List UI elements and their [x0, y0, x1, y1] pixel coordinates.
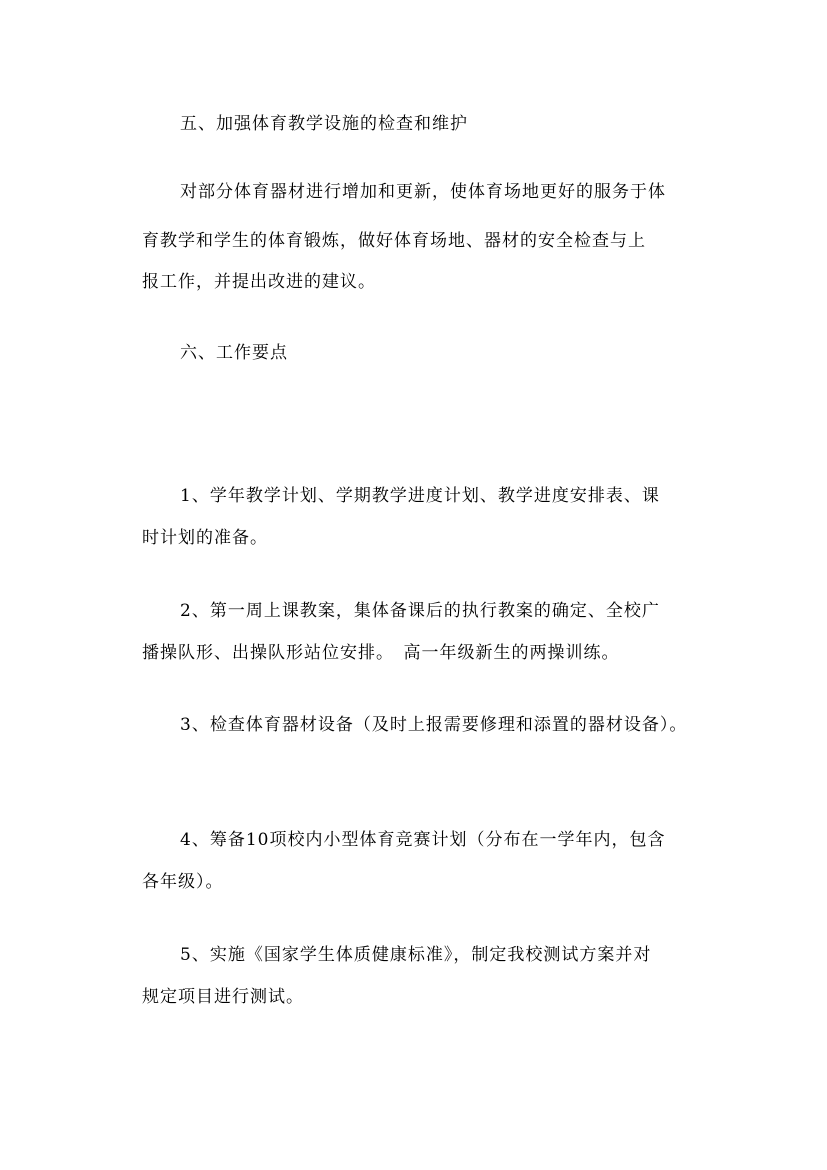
item-3-line-1: 3、检查体育器材设备（及时上报需要修理和添置的器材设备）。 [180, 715, 688, 735]
item-5-line-1: 5、实施《国家学生体质健康标准》，制定我校测试方案并对 [180, 945, 652, 965]
item-2-line-1: 2、第一周上课教案，集体备课后的执行教案的确定、全校广 [180, 601, 660, 621]
item-2-line-2: 播操队形、出操队形站位安排。 高一年级新生的两操训练。 [142, 643, 620, 663]
section-6-heading: 六、工作要点 [180, 343, 288, 363]
section-5-paragraph-line-2: 育教学和学生的体育锻炼，做好体育场地、器材的安全检查与上 [142, 231, 646, 251]
section-5-heading: 五、加强体育教学设施的检查和维护 [180, 114, 468, 134]
item-1-line-1: 1、学年教学计划、学期教学进度计划、教学进度安排表、课 [180, 486, 660, 506]
item-4-line-2: 各年级）。 [142, 872, 224, 892]
item-1-line-2: 时计划的准备。 [142, 528, 268, 548]
item-4-line-1: 4、筹备10项校内小型体育竞赛计划（分布在一学年内，包含 [180, 830, 666, 850]
section-5-paragraph-line-3: 报工作，并提出改进的建议。 [142, 272, 376, 292]
section-5-paragraph-line-1: 对部分体育器材进行增加和更新，使体育场地更好的服务于体 [180, 182, 666, 202]
item-5-line-2: 规定项目进行测试。 [142, 987, 304, 1007]
